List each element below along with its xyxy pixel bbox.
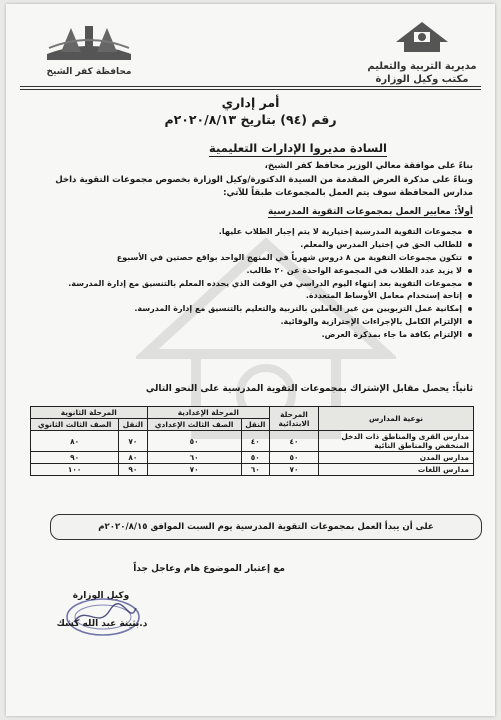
header-prep-third: الصف الثالث الإعدادي: [147, 419, 241, 431]
criteria-item: مجموعات التقوية المدرسية إختيارية لا يتم إجبار الطلاب عليها.: [33, 226, 473, 238]
intro-line: مدارس المحافظة سوف يتم العمل بالمجموعات طبقاً للآتي:: [223, 188, 473, 198]
header-sec-transfer: النقل: [119, 419, 147, 431]
signature-name: د.بثينة عبد الله كشك: [56, 619, 148, 629]
order-number-date: رقم (٩٤) بتاريخ ٢٠٢٠/٨/١٣م: [164, 112, 337, 127]
order-type: أمر إداري: [221, 95, 280, 110]
header-sec-third: الصف الثالث الثانوي: [31, 419, 119, 431]
cell-prep-third: ٦٠: [147, 452, 241, 464]
cell-primary: ٧٠: [270, 464, 319, 476]
table-row: [31, 431, 474, 452]
cell-sec-third: ٩٠: [31, 452, 119, 464]
fees-table: [30, 406, 474, 476]
governorate-logo: [41, 18, 137, 64]
governorate-name: محافظة كفر الشيخ: [46, 67, 132, 77]
header-preparatory: المرحلة الإعدادية: [147, 407, 269, 419]
cell-school-type: مدارس القرى والمناطق ذات الدخل المنخفض والمناطق النائية: [319, 431, 474, 452]
document-page: [6, 4, 495, 716]
header-divider-thin: [20, 89, 481, 90]
governorate-header: [34, 18, 144, 77]
criteria-item: إتاحة إستخدام معامل الأوساط المتعددة.: [33, 290, 473, 302]
table-row: [31, 452, 474, 464]
criteria-item: إمكانية عمل التربويين من غير العاملين بالتربية والتعليم بالتنسيق مع إدارة المدرسة.: [33, 303, 473, 315]
cell-prep-third: ٥٠: [147, 431, 241, 452]
cell-prep-transfer: ٤٠: [241, 431, 269, 452]
criteria-list: [33, 226, 473, 342]
addressee: السادة مديروا الإدارات التعليمية: [209, 141, 387, 155]
cell-school-type: مدارس اللغات: [319, 464, 474, 476]
closing-remark: مع إعتبار الموضوع هام وعاجل جداً: [133, 564, 285, 574]
criteria-item: لا يزيد عدد الطلاب في المجموعة الواحدة عن ٢٠ طالب.: [33, 265, 473, 277]
office-name: مكتب وكيل الوزارة: [375, 74, 469, 85]
criteria-item: تتكون مجموعات التقوية من ٨ دروس شهرياً في المنهج الواحد بواقع حصتين في الأسبوع: [33, 252, 473, 264]
criteria-item: مجموعات التقوية بعد إنتهاء اليوم الدراسي في الوقت الذي يحدده المعلم بالتنسيق مع إدارة المدرسة.: [33, 278, 473, 290]
signature-title: وكيل الوزارة: [72, 591, 130, 601]
intro-text: [23, 160, 473, 201]
cell-sec-third: ٨٠: [31, 431, 119, 452]
header-divider: [20, 86, 481, 87]
order-title: [6, 94, 495, 128]
intro-line: وبناءً على مذكرة العرض المقدمة من السيدة الدكتورة/وكيل الوزارة بخصوص مجموعات التقوية داخل: [55, 174, 473, 185]
header-secondary: المرحلة الثانوية: [31, 407, 148, 419]
cell-school-type: مدارس المدن: [319, 452, 474, 464]
directorate-name: مديرية التربية والتعليم: [367, 61, 477, 72]
header-primary: المرحلة الابتدائية: [270, 407, 319, 431]
table-row: [31, 464, 474, 476]
cell-prep-transfer: ٦٠: [241, 464, 269, 476]
header-school-type: نوعية المدارس: [319, 407, 474, 431]
criteria-item: الإلتزام الكامل بالإجراءات الإحترازية والوقائية.: [33, 316, 473, 328]
fees-heading: ثانياً: يحصل مقابل الإشتراك بمجموعات التقوية المدرسية على النحو التالي: [145, 384, 473, 394]
cell-sec-third: ١٠٠: [31, 464, 119, 476]
cell-prep-third: ٧٠: [147, 464, 241, 476]
directorate-header: [367, 20, 477, 86]
header-prep-transfer: النقل: [241, 419, 269, 431]
start-date-note: على أن يبدأ العمل بمجموعات التقوية المدرسية يوم السبت الموافق ٢٠٢٠/٨/١٥م: [50, 514, 482, 540]
signature-stamp: [64, 596, 142, 638]
cell-primary: ٥٠: [270, 452, 319, 464]
criteria-item: الإلتزام بكافة ما جاء بمذكرة العرض.: [33, 329, 473, 341]
cell-prep-transfer: ٥٠: [241, 452, 269, 464]
criteria-heading: أولاً: معايير العمل بمجموعات التقوية المدرسية: [267, 207, 473, 217]
criteria-item: للطالب الحق في إختيار المدرس والمعلم.: [33, 239, 473, 251]
cell-sec-transfer: ٩٠: [119, 464, 147, 476]
cell-sec-transfer: ٧٠: [119, 431, 147, 452]
intro-line: بناءً على موافقة معالي الوزير محافظ كفر الشيخ،: [264, 161, 473, 171]
ministry-logo: [392, 20, 452, 56]
cell-primary: ٤٠: [270, 431, 319, 452]
cell-sec-transfer: ٨٠: [119, 452, 147, 464]
